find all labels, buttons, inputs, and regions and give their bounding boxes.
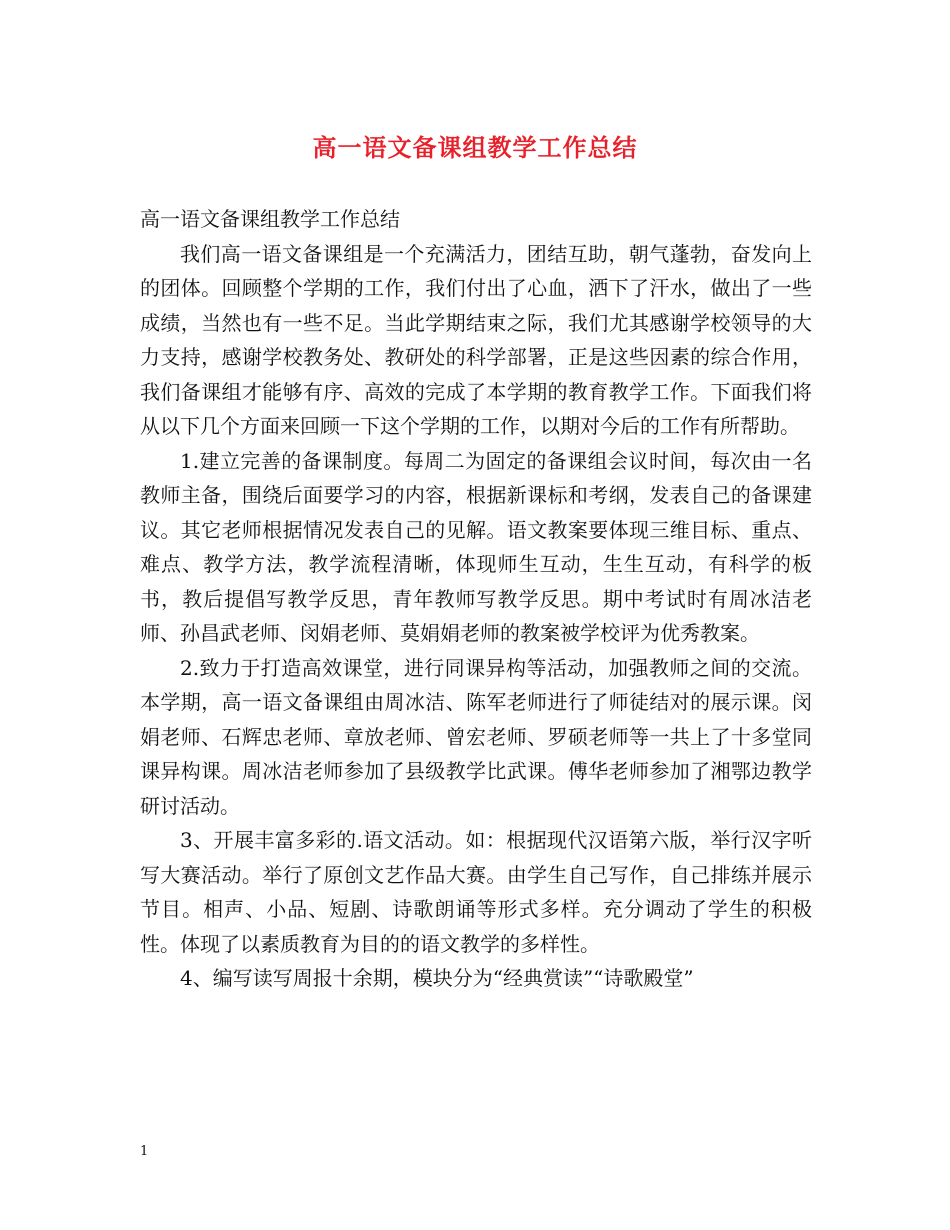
paragraph-item-1: 1.建立完善的备课制度。每周二为固定的备课组会议时间，每次由一名教师主备，围绕后面要学习的内容，根据新课标和考纲，发表自己的备课建议。其它老师根据情况发表自己的见解。语文教案要体现三维目标、重点、难点、教学方法，教学流程清晰，体现师生互动，生生互动，有科学的板书，教后提倡写教学反思，青年教师写教学反思。期中考试时有周冰洁老师、孙昌武老师、闵娟老师、莫娟娟老师的教案被学校评为优秀教案。: [140, 448, 812, 645]
document-subtitle: 高一语文备课组教学工作总结: [140, 207, 400, 231]
paragraph-intro: 我们高一语文备课组是一个充满活力，团结互助，朝气蓬勃，奋发向上的团体。回顾整个学期的工作，我们付出了心血，洒下了汗水，做出了一些成绩，当然也有一些不足。当此学期结束之际，我们尤其感谢学校领导的大力支持，感谢学校教务处、教研处的科学部署，正是这些因素的综合作用，我们备课组才能够有序、高效的完成了本学期的教育教学工作。下面我们将从以下几个方面来回顾一下这个学期的工作，以期对今后的工作有所帮助。: [140, 241, 812, 438]
paragraph-item-4: 4、编写读写周报十余期，模块分为“经典赏读”“诗歌殿堂”: [180, 966, 694, 990]
document-body: [140, 202, 812, 996]
paragraph-item-2: 2.致力于打造高效课堂，进行同课异构等活动，加强教师之间的交流。本学期，高一语文备课组由周冰洁、陈军老师进行了师徒结对的展示课。闵娟老师、石辉忠老师、章放老师、曾宏老师、罗硕老师等一共上了十多堂同课异构课。周冰洁老师参加了县级教学比武课。傅华老师参加了湘鄂边教学研讨活动。: [140, 655, 812, 818]
paragraph-item-3: 3、开展丰富多彩的.语文活动。如：根据现代汉语第六版，举行汉字听写大赛活动。举行了原创文艺作品大赛。由学生自己写作，自己排练并展示节目。相声、小品、短剧、诗歌朗诵等形式多样。充分调动了学生的积极性。体现了以素质教育为目的的语文教学的多样性。: [140, 828, 812, 956]
document-title: 高一语文备课组教学工作总结: [312, 133, 638, 162]
page-number: 1: [140, 1144, 149, 1159]
